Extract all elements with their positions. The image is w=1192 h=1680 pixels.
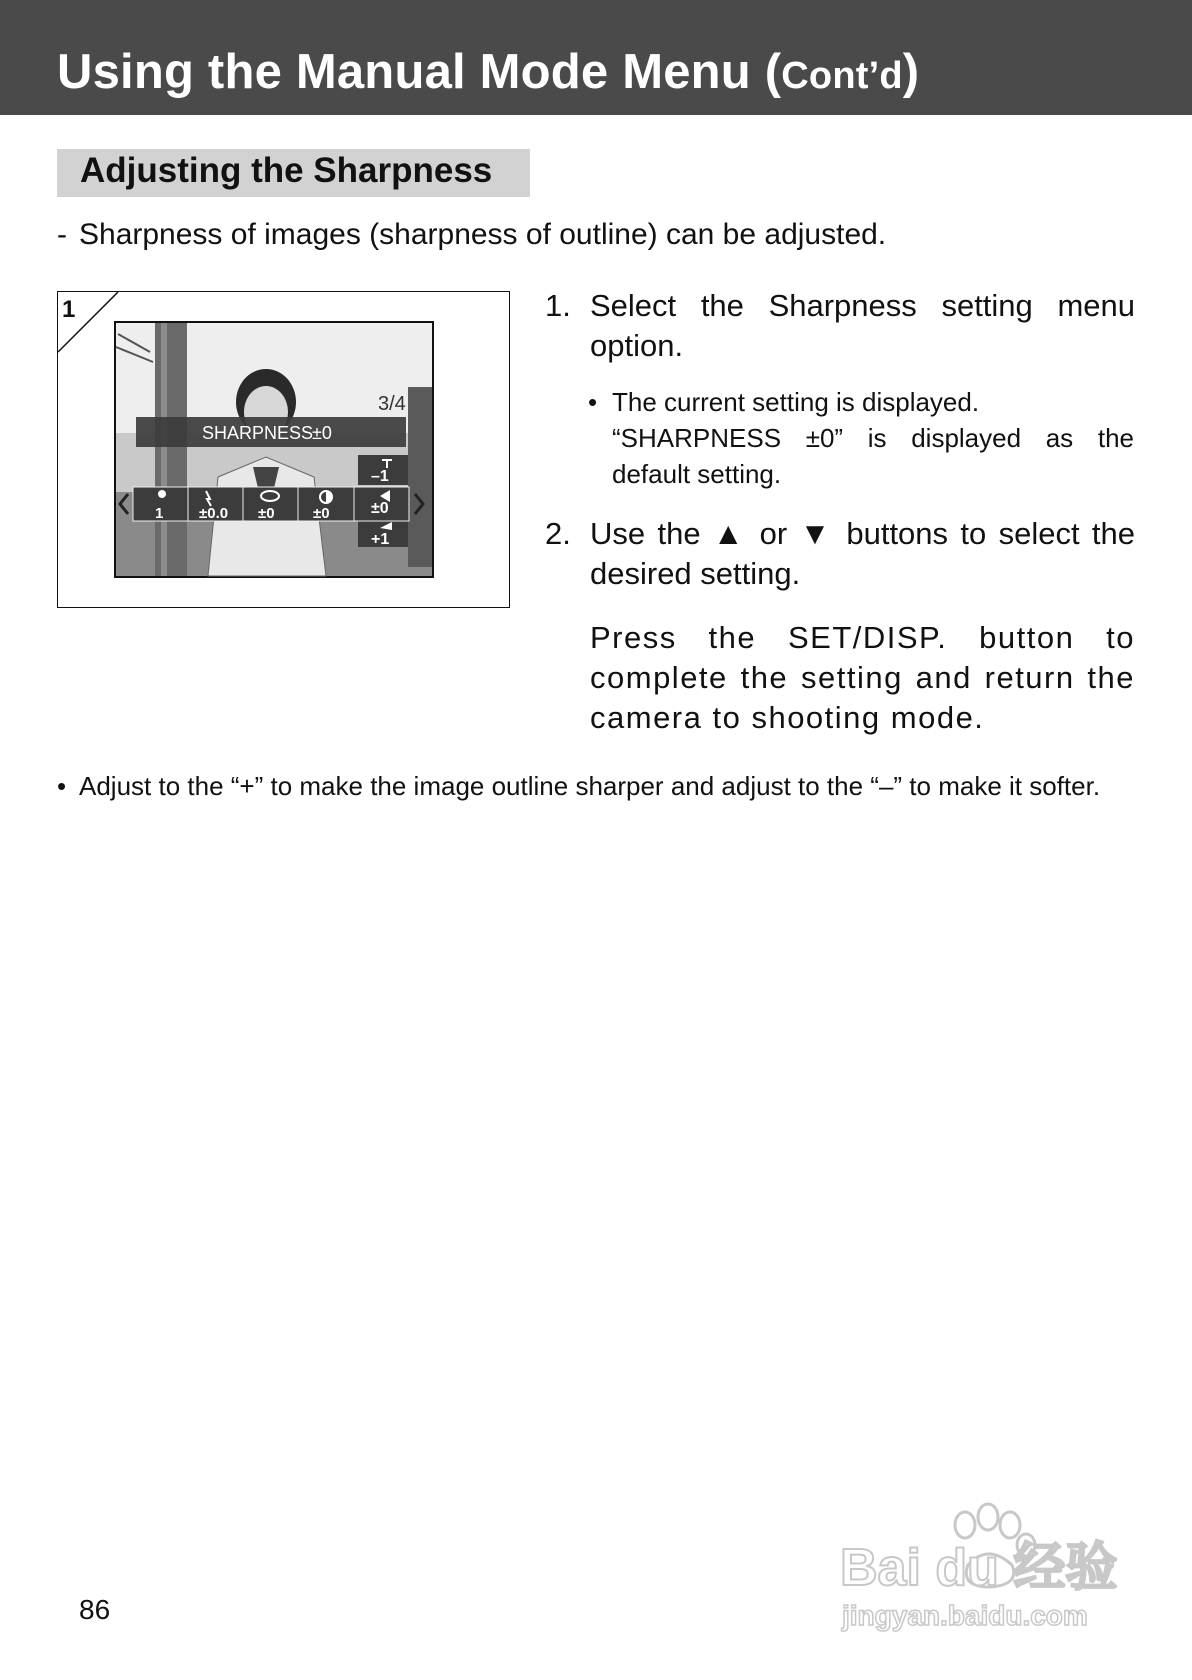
lcd-side-option: ±0 <box>371 500 389 517</box>
lcd-bottom-value: ±0.0 <box>199 505 229 522</box>
step-number: 1. <box>545 288 571 323</box>
watermark-url: jingyan.baidu.com <box>842 1600 1088 1631</box>
figure-number: 1 <box>62 296 76 323</box>
step-number: 2. <box>545 516 571 551</box>
lcd-bottom-value: ±0 <box>313 505 330 522</box>
section-heading: Adjusting the Sharpness <box>80 151 493 190</box>
lcd-menu-label: SHARPNESS <box>202 423 314 443</box>
intro-text: Sharpness of images (sharpness of outline) can be adjusted. <box>79 218 887 251</box>
note-line: The current setting is displayed. <box>612 387 980 417</box>
intro-dash: - <box>57 218 67 251</box>
bullet-icon: • <box>588 387 598 417</box>
lcd-frame-counter: 3/4 <box>378 393 406 415</box>
page-number: 86 <box>79 1594 111 1625</box>
watermark-brand: Bai du 经验 <box>840 1539 1118 1597</box>
page-title: Using the Manual Mode Menu (Cont’d) <box>57 45 920 99</box>
note-line: default setting. <box>612 459 782 489</box>
lcd-side-option: –1 <box>371 468 389 485</box>
bullet-icon: • <box>57 771 67 801</box>
note-line: “SHARPNESS ±0” is displayed as the <box>612 423 1134 453</box>
lcd-menu-value: ±0 <box>312 423 332 443</box>
step-text: Use the ▲ or ▼ buttons to select the desired setting. <box>590 516 1135 591</box>
figure-illustration <box>58 292 509 607</box>
lcd-bottom-value: ±0 <box>258 505 275 522</box>
step-2-press-text: Press the SET/DISP. button to complete the setting and return the camera to shooting mode. <box>590 620 1135 735</box>
paw-icon <box>840 1495 1130 1640</box>
bottom-note-text: Adjust to the “+” to make the image outline sharper and adjust to the “–” to make it softer. <box>79 771 1101 801</box>
lcd-bottom-value: 1 <box>155 505 164 522</box>
step-text: Select the Sharpness setting menu option. <box>590 288 1135 363</box>
lcd-side-option: +1 <box>371 531 390 548</box>
watermark-logo <box>840 1495 1130 1640</box>
figure-frame <box>57 291 510 608</box>
